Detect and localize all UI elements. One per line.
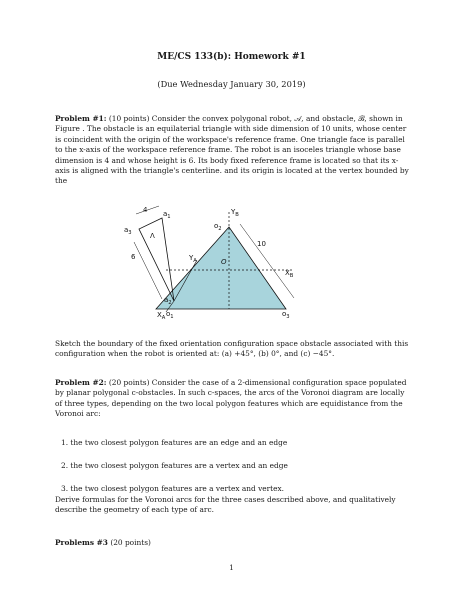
vertex-o3-label: $o_3$ [282,310,290,320]
due-date: (Due Wednesday January 30, 2019) [157,79,306,89]
dimension-6-label: 6 [131,253,136,261]
vertex-a3-label: $a_3$ [124,226,132,236]
vertex-o2-label: $o_2$ [214,222,222,232]
vertex-a2-label: $a_2$ [164,296,172,306]
robot-triangle [139,218,174,301]
vertex-o1-label: $o_1$ [166,310,174,320]
dimension-10-label: 10 [257,240,266,248]
problem-1 [55,114,410,187]
problem-2-closing: Derive formulas for the Voronoi arcs for the three cases described above, and qualitatively describe the geometry of each type of arc. [55,495,396,515]
problem-1-instructions: Sketch the boundary of the fixed orientation configuration space obstacle associated with this configuration when the robot is oriented at: (a) +45°, (b) 0°, and (c) −45°. [55,339,409,359]
robot-label: Λ [150,232,155,240]
dimension-line-4 [136,206,159,214]
problem-3-text: (20 points) [110,538,151,547]
problem-2-text: (20 points) Consider the case of a 2-dimensional configuration space populated by planar polygonal c-obstacles. In such c-spaces, the arcs of the Voronoi diagram are locally of three types, depending on the two local polygon features which are equidistance from the Voronoi arc: [55,378,407,419]
workspace-x-axis-label: $X_B$ [285,269,294,279]
problem-3 [55,538,410,548]
problem-1-label: Problem #1: [55,114,107,123]
vertex-a1-label: $a_1$ [163,210,171,220]
robot-obstacle-figure [114,202,304,322]
problem-3-label: Problems #3 [55,538,108,547]
origin-label: O [221,258,227,266]
list-item: 1. the two closest polygon features are an edge and an edge [61,438,288,447]
page-title: ME/CS 133(b): Homework #1 [157,52,306,62]
problem-2-label: Problem #2: [55,378,107,387]
workspace-y-axis-label: $Y_B$ [231,208,239,218]
obstacle-triangle [156,227,286,309]
list-item: 2. the two closest polygon features are a vertex and an edge [61,461,288,470]
problem-2 [55,378,410,420]
robot-x-axis-label: $X_A$ [157,311,166,321]
problem-1-text: (10 points) Consider the convex polygonal robot, 𝒜, and obstacle, ℬ, shown in Figure . The obstacle is an equilaterial triangle with side dimension of 10 units, whose center is coincident with the origin of the workspace's reference frame. One triangle face is parallel to the x-axis of the workspace reference frame. The robot is an isoceles triangle whose base dimension is 4 and whose height is 6. Its body fixed reference frame is located so that its x-axis is aligned with the triangle's centerline. and its origin is located at the vertex bounded by the [55,114,409,186]
robot-y-axis-label: $Y_A$ [189,254,197,264]
list-item: 3. the two closest polygon features are a vertex and vertex. [61,484,285,493]
dimension-line-6 [134,242,162,299]
page-number: 1 [229,563,234,572]
dimension-4-label: 4 [143,206,148,214]
